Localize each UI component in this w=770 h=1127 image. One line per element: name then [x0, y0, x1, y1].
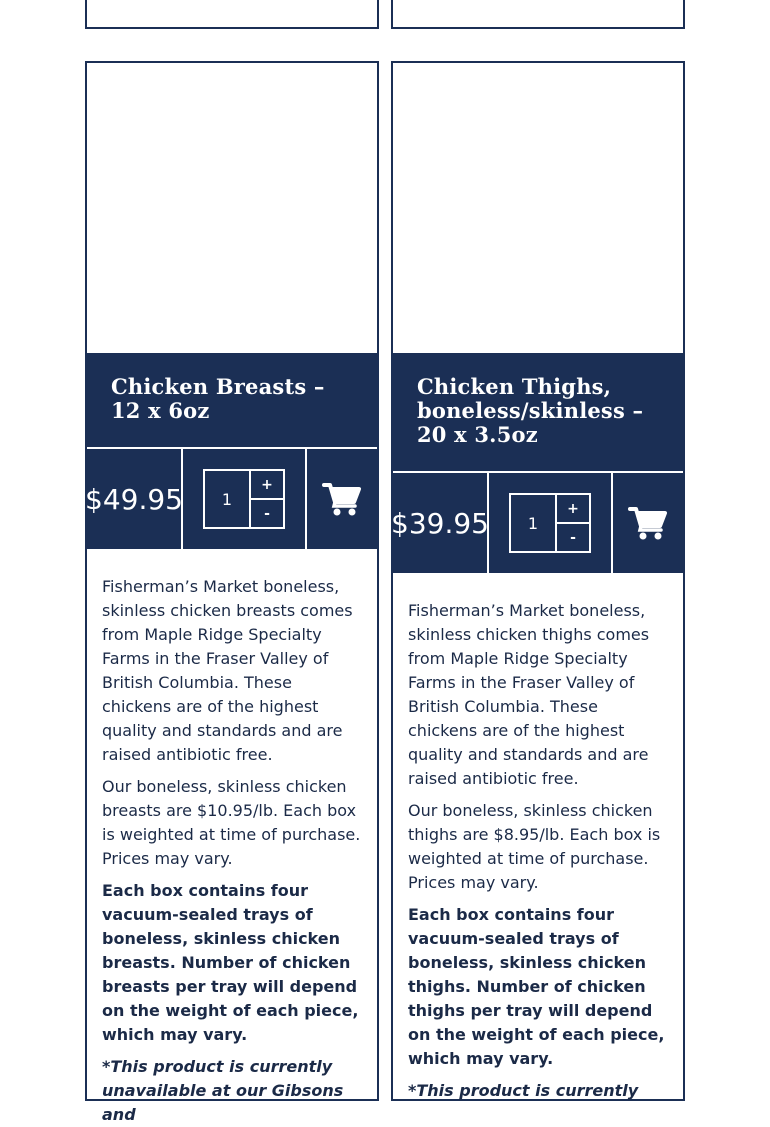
product-title-band: [393, 353, 683, 473]
product-image[interactable]: [393, 63, 683, 353]
product-price: $39.95: [393, 473, 489, 573]
product-card-chicken-breasts: [85, 61, 379, 1124]
quantity-cell: [489, 473, 613, 573]
description-paragraph: Fisherman’s Market boneless, skinless chicken thighs comes from Maple Ridge Specialty Farms in the Fraser Valley of British Columbia. These chickens are of the highest quality and standards and are raised antibiotic free.: [408, 601, 650, 788]
purchase-row: [393, 473, 683, 573]
quantity-increase-button[interactable]: +: [251, 471, 283, 500]
product-card-chicken-thighs: [391, 61, 685, 1101]
availability-note: *This product is currently: [408, 1081, 639, 1100]
description-paragraph: Fisherman’s Market boneless, skinless chicken breasts comes from Maple Ridge Specialty Farms in the Fraser Valley of British Columbia. These chickens are of the highest quality and standards and are raised antibiotic free.: [102, 577, 353, 764]
quantity-step-buttons: [251, 471, 283, 527]
quantity-cell: [183, 449, 307, 549]
price-per-pound-paragraph: Our boneless, skinless chicken thighs are $8.95/lb. Each box is weighted at time of purchase. Prices may vary.: [408, 801, 661, 892]
product-image[interactable]: [87, 63, 377, 353]
quantity-decrease-button[interactable]: -: [264, 505, 270, 522]
quantity-input[interactable]: [205, 471, 251, 527]
quantity-increase-button[interactable]: +: [557, 495, 589, 524]
availability-note: *This product is currently unavailable at our Gibsons and: [102, 1057, 344, 1124]
purchase-row: [87, 449, 377, 549]
box-contents-paragraph: Each box contains four vacuum-sealed trays of boneless, skinless chicken thighs. Number of chicken thighs per tray will depend on the weight of each piece, which may vary.: [408, 905, 665, 1068]
quantity-decrease-button[interactable]: -: [570, 529, 576, 546]
shopping-cart-icon: [629, 506, 667, 540]
quantity-step-buttons: [557, 495, 589, 551]
add-to-cart-button[interactable]: [613, 473, 683, 573]
product-price: $49.95: [87, 449, 183, 549]
quantity-stepper: [509, 493, 591, 553]
product-title[interactable]: Chicken Breasts – 12 x 6oz: [111, 374, 325, 423]
product-title[interactable]: Chicken Thighs, boneless/skinless – 20 x 3.5oz: [417, 374, 644, 447]
price-per-pound-paragraph: Our boneless, skinless chicken breasts are $10.95/lb. Each box is weighted at time of purchase. Prices may vary.: [102, 777, 361, 868]
product-description: [87, 549, 377, 1127]
quantity-input[interactable]: [511, 495, 557, 551]
quantity-stepper: [203, 469, 285, 529]
previous-product-card-bottom: [85, 0, 379, 29]
shopping-cart-icon: [323, 482, 361, 516]
product-description: [393, 573, 683, 1103]
add-to-cart-button[interactable]: [307, 449, 377, 549]
product-title-band: [87, 353, 377, 449]
previous-product-card-bottom: [391, 0, 685, 29]
box-contents-paragraph: Each box contains four vacuum-sealed trays of boneless, skinless chicken breasts. Number of chicken breasts per tray will depend on the weight of each piece, which may vary.: [102, 881, 359, 1044]
